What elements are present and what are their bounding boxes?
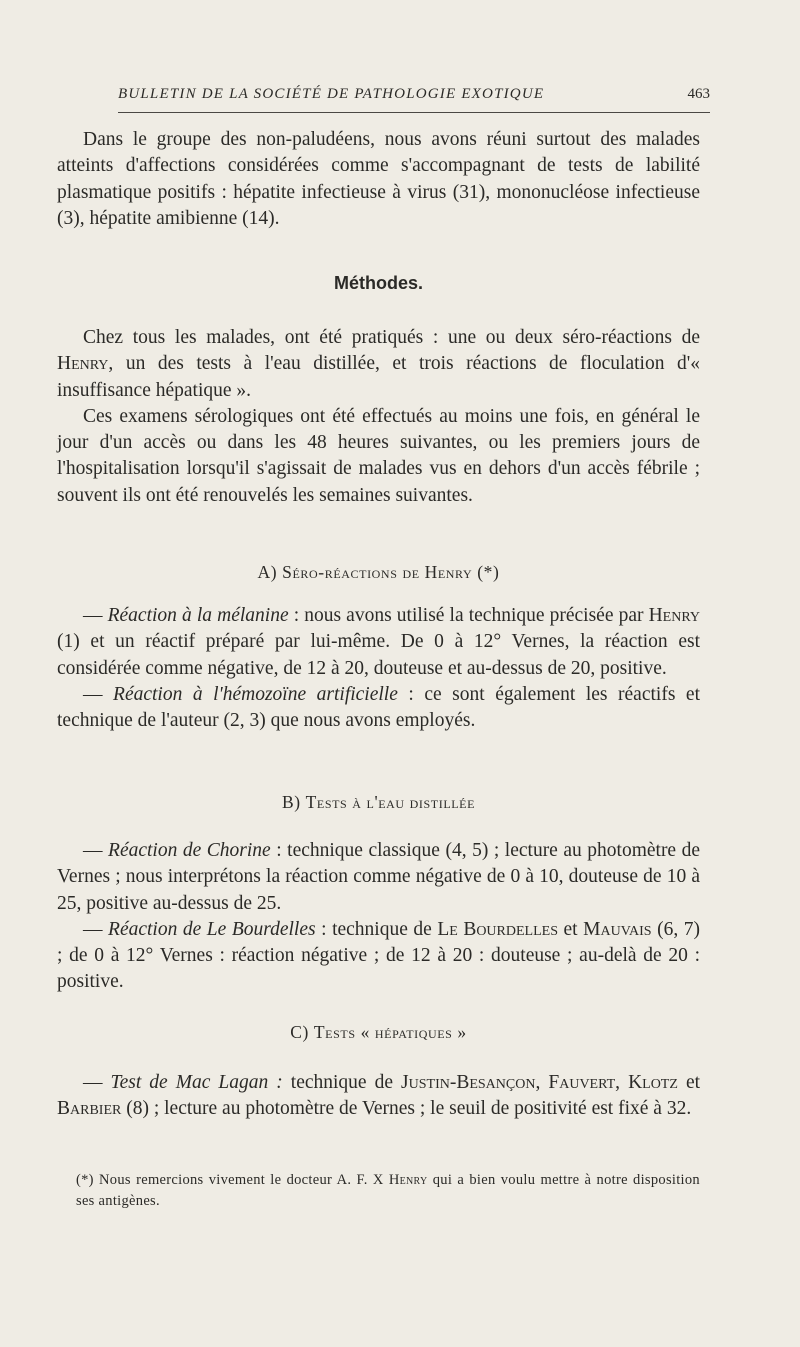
methodes-block <box>57 325 700 509</box>
author-henry: Henry <box>388 1172 428 1188</box>
bourdelles-text: : technique de <box>315 918 438 940</box>
melanine-text-end: (1) et un réactif préparé par lui-même. De 0 à 12° Vernes, la réaction est considérée comme négative, de 12 à 20, douteuse et au-dessus de 20, positive. <box>57 631 700 679</box>
author-klotz: Klotz <box>628 1072 678 1093</box>
section-b-heading <box>57 792 700 813</box>
author-henry: Henry <box>648 605 701 626</box>
footnote-text-start: Nous remercions vivement le docteur A. F. X <box>93 1172 389 1188</box>
footnote <box>76 1170 700 1212</box>
methodes-p1-text: Chez tous les malades, ont été pratiqués : une ou deux séro-réactions de <box>83 327 700 348</box>
dash: — <box>83 840 109 861</box>
author-henry: Henry <box>57 353 109 375</box>
journal-title: BULLETIN DE LA SOCIÉTÉ DE PATHOLOGIE EXOTIQUE <box>118 86 545 102</box>
page-number: 463 <box>687 86 710 102</box>
bourdelles-paragraph <box>57 917 700 996</box>
intro-paragraph: Dans le groupe des non-paludéens, nous avons réuni surtout des malades atteints d'affections considérées comme s'accompagnant de tests de labilité plasmatique positifs : hépatite infectieuse à virus (31), mononucléose infectieuse (3), hépatite amibienne (14). <box>57 129 700 229</box>
melanine-title: Réaction à la mélanine <box>107 605 289 626</box>
mac-lagan-text-end: (8) ; lecture au photomètre de Vernes ; le seuil de positivité est fixé à 32. <box>121 1098 692 1120</box>
bourdelles-title: Réaction de Le Bourdelles <box>108 918 316 940</box>
chorine-text: : technique classique (4, 5) ; lecture au photomètre de Vernes ; nous interprétons la réaction comme négative de 0 à 10, douteuse de 10 à 25, positive au-dessus de 25. <box>57 840 701 914</box>
methodes-p1-text-end: , un des tests à l'eau distillée, et trois réactions de floculation d'« insuffisance hépatique ». <box>57 353 700 401</box>
section-c-title: Tests « hépatiques » <box>313 1022 467 1042</box>
methodes-heading: Méthodes. <box>333 273 423 293</box>
melanine-text: : nous avons utilisé la technique précisée par <box>288 605 649 626</box>
mac-lagan-paragraph <box>57 1070 700 1123</box>
footnote-mark: (*) <box>76 1172 94 1188</box>
header-rule <box>118 112 710 113</box>
intro-block <box>57 127 700 232</box>
dash: — <box>83 1072 111 1093</box>
hemozoine-text: : ce sont également les réactifs et technique de l'auteur (2, 3) que nous avons employés. <box>57 683 701 732</box>
author-le-bourdelles: Le Bourdelles <box>437 918 558 940</box>
mac-lagan-title: Test de Mac Lagan : <box>110 1072 283 1093</box>
bourdelles-text-end: (6, 7) ; de 0 à 12° Vernes : réaction négative ; de 12 à 20 : douteuse ; au-delà de 20 : positive. <box>57 918 700 993</box>
author-justin-besancon: Justin-Besançon <box>401 1072 536 1093</box>
footnote-text <box>76 1170 700 1212</box>
hemozoine-paragraph <box>57 682 700 735</box>
section-b-block <box>57 838 700 996</box>
chorine-title: Réaction de Chorine <box>108 840 271 861</box>
melanine-paragraph <box>57 603 700 682</box>
section-b-letter: B) <box>281 792 301 812</box>
author-fauvert: Fauvert <box>548 1072 616 1093</box>
dash: — <box>83 918 109 940</box>
conjunction: et <box>558 918 584 940</box>
running-head <box>118 82 710 108</box>
section-c-letter: C) <box>290 1022 309 1042</box>
section-a-heading <box>57 562 700 583</box>
conjunction: et <box>677 1072 701 1093</box>
hemozoine-title: Réaction à l'hémozoïne artificielle <box>113 683 398 705</box>
section-c-block <box>57 1070 700 1123</box>
footnote-reference: (*) <box>477 562 500 582</box>
section-c-heading <box>57 1022 700 1043</box>
author-barbier: Barbier <box>57 1098 122 1120</box>
mac-lagan-text: technique de <box>282 1072 402 1093</box>
section-a-title: Séro-réactions de Henry <box>282 562 473 582</box>
dash: — <box>83 683 114 705</box>
methodes-paragraph-1 <box>57 325 700 404</box>
separator: , <box>615 1072 629 1093</box>
methodes-paragraph-2: Ces examens sérologiques ont été effectués au moins une fois, en général le jour d'un accès ou dans les 48 heures suivantes, ou les premiers jours de l'hospitalisation lorsqu'il s'agissait de malades vus en dehors d'un accès fébrile ; souvent ils ont été renouvelés les semaines suivantes. <box>57 405 700 506</box>
author-mauvais: Mauvais <box>583 918 652 940</box>
chorine-paragraph <box>57 838 700 917</box>
dash: — <box>83 605 108 626</box>
section-a-block <box>57 603 700 734</box>
section-a-letter: A) <box>257 562 278 582</box>
section-b-title: Tests à l'eau distillée <box>305 792 476 812</box>
separator: , <box>535 1072 549 1093</box>
footnote-text-end: qui a bien voulu mettre à notre disposition ses antigènes. <box>76 1172 700 1209</box>
